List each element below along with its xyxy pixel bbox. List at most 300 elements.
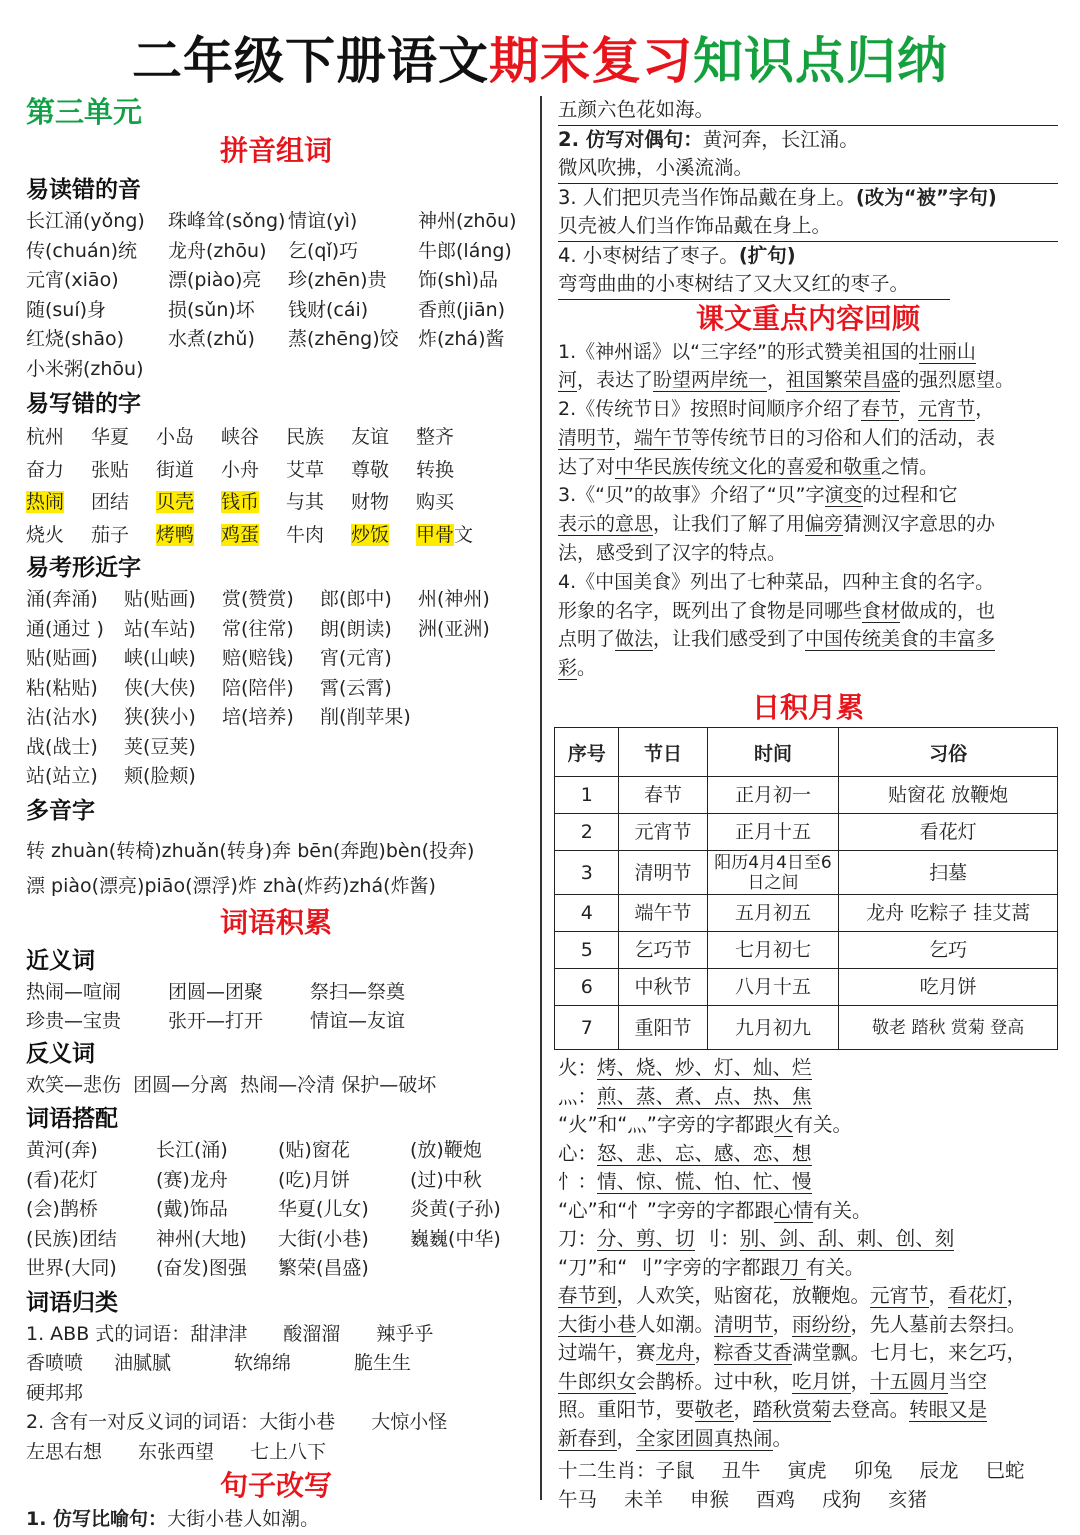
plain-text: 照。重阳节，要 [558,1398,695,1422]
plain-text: 人如潮。 [636,1312,715,1336]
syn-title: 近义词 [26,947,95,974]
zodiac-line [558,1457,1058,1486]
easy-write-grid [26,421,526,551]
zodiac-label: 十二生肖： [558,1459,656,1483]
zodiac-item: 亥猪 [888,1487,928,1511]
cls2-word: 七上八下 [250,1440,327,1463]
write-word-text: 烧火 [26,523,65,546]
collocation: (吃)月饼 [278,1168,350,1191]
write-word [91,486,156,519]
table-cell: 1 [555,777,619,814]
poem-line [558,1339,1058,1368]
key-term: 敬老 [694,1398,734,1422]
sentence-line: 贝壳被人们当作饰品戴在身上。 [558,212,1058,242]
review-text: ，让我们感受到了 [653,628,806,651]
pinyin-word: 长江涌(yǒng) [26,210,145,232]
sent1-line [26,1505,526,1535]
table-cell: 吃月饼 [839,969,1058,1006]
pinyin-word: 龙舟(zhōu) [168,239,267,262]
write-word [351,454,416,487]
review-text: ， [975,398,995,421]
sent1-label: 1. 仿写比喻句： [26,1508,168,1530]
festival-table [554,727,1058,1050]
key-term: 情、惊、慌、怕、忙、慢 [597,1170,812,1194]
key-term: 吃月饼 [792,1369,851,1393]
radical-line [558,1168,1058,1197]
review-text: 形象的名字，既列出了食物是同哪些 [558,599,863,622]
review-line [558,597,1058,626]
radical-line [558,1111,1058,1140]
write-word [156,486,221,519]
table-cell: 阳历4月4日至6日之间 [707,851,839,895]
review-line [558,654,1058,683]
table-cell: 正月十五 [707,814,839,851]
review-key-term: 演变 [824,484,863,507]
similar-char [222,762,320,792]
write-word-text: 甲骨 [416,523,455,546]
radical-line [558,1083,1058,1112]
easy-read-title: 易读错的音 [26,177,141,203]
radical-line [558,1140,1058,1169]
synonym-pair: 张开—打开 [168,1010,264,1032]
zodiac-item: 申猴 [690,1487,730,1511]
write-word-text: 炒饭 [351,523,390,546]
key-term: 分、剪、切 [597,1227,695,1251]
review-text: ， [615,426,635,449]
review-text: ， [767,369,787,392]
abb-word: 油腻腻 [114,1352,172,1374]
unit-title: 第三单元 [26,95,143,129]
poly-line: 转 zhuàn(转椅)zhuǎn(转身)奔 bēn(奔跑)bèn(投奔) [26,839,475,862]
write-word-text: 友谊 [351,426,390,448]
cls1-word: 甜津津 [190,1322,248,1345]
plain-text: 有关。 [812,1198,872,1222]
similar-char: 赔(赔钱) [222,647,294,669]
table-header-cell: 节日 [619,728,707,777]
title-part-2: 期末复习 [489,32,693,90]
similar-char: 侠(大侠) [124,676,196,699]
table-header-row [555,728,1058,777]
review-line [558,481,1058,510]
sentence-label: 3. 人们把贝壳当作饰品戴在身上。 [558,185,856,209]
ant-line: 欢笑—悲伤 团圆—分离 热闹—冷清 保护—破坏 [26,1073,437,1096]
key-term: 刀 [780,1255,806,1279]
review-text: 达了对 [558,455,616,478]
review-key-term: 食材 [862,599,901,622]
write-word-text: 整齐 [416,426,455,448]
daily-section-title: 日积月累 [751,691,864,725]
write-word [26,519,91,552]
plain-text: ， [1006,1284,1027,1308]
cls-title: 词语归类 [26,1289,118,1316]
collocation: (放)鞭炮 [410,1139,482,1161]
review-text: 猜测汉字意思的办 [843,513,996,536]
pinyin-section-title: 拼音组词 [219,134,332,167]
poem-line [558,1311,1058,1340]
review-text: 点明了 [558,628,616,651]
cls1-word: 酸溜溜 [283,1322,341,1345]
table-cell: 重阳节 [619,1006,707,1050]
table-cell: 乞巧节 [619,932,707,969]
review-text: ，让我们了解了用 [653,513,806,536]
similar-char: 常(往常) [222,617,294,640]
similar-char: 郎(郎中) [320,588,392,610]
table-body [555,777,1058,1050]
plain-text: 当空 [948,1369,988,1393]
sentence-label: 4. 小枣树结了枣子。 [558,243,739,267]
write-word [351,486,416,519]
table-cell: 3 [555,851,619,895]
review-block [558,338,1058,684]
pinyin-word: 元宵(xiāo) [26,269,119,291]
collocation: 大街(小巷) [278,1227,369,1250]
title-part-3: 知识点归纳 [693,32,948,90]
key-term: 清明节 [714,1312,773,1336]
write-word-text: 烤鸭 [156,523,195,546]
similar-char: 赏(赞赏) [222,588,294,610]
sentence-line: 弯弯曲曲的小枣树结了又大又红的枣子。 [558,270,950,300]
poem-line [558,1396,1058,1425]
similar-char [418,703,526,733]
similar-char [320,733,418,763]
write-word [221,486,286,519]
cls2-word: 左思右想 [26,1440,103,1463]
similar-char: 颊(脸颊) [124,765,196,787]
poem-line [558,1282,1058,1311]
plain-text: “心”和“忄”字旁的字都跟 [558,1198,774,1222]
pinyin-word: 钱财(cái) [288,298,369,321]
similar-char: 站(站立) [26,765,98,787]
pinyin-word: 漂(piào)亮 [168,269,262,291]
poem-line [558,1368,1058,1397]
review-key-term: 春节 [861,398,900,421]
write-word-text: 鸡蛋 [221,523,260,546]
table-row [555,1006,1058,1050]
cls1-label: 1. ABB 式的词语： [26,1322,191,1345]
review-line [558,453,1058,482]
plain-text: ， [733,1398,754,1422]
sentence-line [558,126,1058,155]
table-cell: 2 [555,814,619,851]
page-title [0,26,1080,96]
similar-title: 易考形近字 [26,555,141,581]
table-cell: 4 [555,895,619,932]
collocation: 长江(涌) [156,1139,228,1161]
plain-text: 去登高。 [831,1398,910,1422]
similar-char: 朗(朗读) [320,617,392,640]
plain-text: 会鹊桥。过中秋， [636,1369,793,1393]
table-cell: 敬老 踏秋 赏菊 登高 [839,1006,1058,1050]
review-line [558,510,1058,539]
collocation: (赛)龙舟 [156,1168,228,1191]
collocation: (戴)饰品 [156,1198,228,1220]
pinyin-word: 随(suí)身 [26,298,107,321]
zodiac-item: 卯兔 [853,1459,893,1483]
zodiac-item: 巳蛇 [985,1459,1025,1483]
similar-char: 州(神州) [418,588,490,610]
plain-text: ，先人墓前去祭扫。 [850,1312,1027,1336]
right-column [558,96,1058,1514]
review-key-term: 中华民族传统文化的喜爱和敬重 [615,455,882,478]
write-word [26,454,91,487]
review-text: 做成的，也 [900,599,996,622]
synonym-pair: 珍贵—宝贵 [26,1010,122,1032]
plain-text: ， [772,1312,793,1336]
zodiac-line [558,1486,1058,1515]
sentence-line: 五颜六色花如海。 [558,96,1058,126]
table-header-cell: 时间 [707,728,839,777]
key-term: 怒、悲、忘、感、恋、想 [597,1141,812,1165]
cls1-word: 辣乎乎 [376,1322,434,1345]
collocation: 神州(大地) [156,1227,247,1250]
radical-line [558,1197,1058,1226]
review-key-term: 表示的意思 [558,513,654,536]
cls2-line [26,1408,526,1438]
write-word-text: 民族 [286,426,325,448]
table-cell: 清明节 [619,851,707,895]
zodiac-item: 辰龙 [919,1459,959,1483]
plain-text: 心： [558,1141,598,1165]
synonym-pair: 情谊—友谊 [310,1010,406,1032]
table-cell: 正月初一 [707,777,839,814]
plain-text: ， [850,1369,871,1393]
zodiac-item: 未羊 [624,1487,664,1511]
table-row [555,814,1058,851]
write-word [286,454,351,487]
poem-line [558,1425,1058,1454]
review-text: ，表达了 [577,369,654,392]
similar-char: 粘(粘贴) [26,676,98,699]
title-part-1: 二年级下册语文 [132,32,489,90]
pinyin-word: 红烧(shāo) [26,328,125,350]
review-text: 2.《传统节日》按照时间顺序介绍了 [558,398,862,421]
write-word-text: 热闹 [26,491,65,513]
table-row [555,777,1058,814]
plain-text: 有关。 [805,1255,865,1279]
review-text: 的强烈愿望。 [900,369,1015,392]
sentence-instruction: (扩句) [738,243,796,267]
zodiac-item: 戌狗 [822,1487,862,1511]
collocation: (民族)团结 [26,1227,117,1250]
sentence-section-title: 句子改写 [219,1469,332,1502]
table-cell: 乞巧 [839,932,1058,969]
collocation: (奋发)图强 [156,1257,247,1279]
write-word [416,454,486,487]
pinyin-word: 损(sǔn)坏 [168,298,255,321]
cls2-word: 东张西望 [138,1440,215,1463]
table-cell: 端午节 [619,895,707,932]
collocation: (过)中秋 [410,1168,482,1191]
write-word-text: 杭州 [26,426,65,448]
review-line [558,539,1058,568]
pinyin-word: 炸(zhá)酱 [418,328,505,350]
cls2-row2 [26,1438,526,1468]
zodiac-item: 酉鸡 [756,1487,796,1511]
ant-title: 反义词 [26,1040,95,1067]
review-text: 。 [577,657,597,680]
write-word [91,454,156,487]
plain-text: ，人欢笑，贴窗花，放鞭炮。 [616,1284,871,1308]
column-divider [540,96,542,1500]
poem-block [558,1282,1058,1453]
write-word-text: 小舟 [221,458,260,481]
pinyin-word: 传(chuán)统 [26,239,138,262]
key-term: 踏秋赏菊 [753,1398,832,1422]
radical-line [558,1225,1058,1254]
table-cell: 龙舟 吃粽子 挂艾蒿 [839,895,1058,932]
review-line [558,424,1058,453]
vocab-section-title: 词语积累 [219,905,332,939]
review-key-term: 中国传统美食的丰富多 [805,628,996,651]
review-key-term: 壮丽山 [918,340,976,363]
similar-char: 站(车站) [124,617,196,640]
review-key-term: 清明节 [558,426,616,449]
key-term: 火 [773,1113,794,1137]
plain-text: 。 [772,1426,793,1450]
table-header-cell: 习俗 [839,728,1058,777]
review-text: 等传统节日的习俗和人们的活动，表 [691,426,996,449]
write-word [416,519,486,552]
write-word-text: 贝壳 [156,491,195,513]
write-word [286,486,351,519]
write-word-text: 团结 [91,491,130,513]
collocation [410,1254,526,1284]
key-term: 烤、烧、炒、灯、灿、烂 [597,1056,812,1080]
sentence-label: 2. 仿写对偶句： [558,127,703,151]
synonym-pair: 热闹—喧闹 [26,980,122,1003]
review-key-term: 彩 [558,657,578,680]
write-word [156,421,221,454]
review-key-term: 盼望两岸统一 [653,369,768,392]
plain-text: ， [616,1426,637,1450]
similar-char: 宵(元宵) [320,647,392,669]
poly-line: 漂 piào(漂亮)piāo(漂浮)炸 zhà(炸药)zhá(炸酱) [26,874,436,897]
abb-word: 脆生生 [354,1352,412,1374]
similar-char: 涌(奔涌) [26,588,98,610]
key-term: 全家团圆真热闹 [636,1426,773,1450]
cls2-word: 大惊小怪 [371,1411,448,1433]
similar-char [418,733,526,763]
review-key-term: 做法 [615,628,654,651]
write-word [156,454,221,487]
key-term: 别、剑、刮、刺、创、刻 [739,1227,955,1251]
table-cell: 5 [555,932,619,969]
sent1-text: 大街小巷人如潮。 [167,1508,320,1530]
write-word [221,454,286,487]
match-grid [26,1136,526,1284]
similar-char: 陪(陪伴) [222,676,294,699]
collocation: (会)鹊桥 [26,1198,98,1220]
easy-read-grid [26,207,526,384]
cls2-word: 大街小巷 [259,1411,336,1433]
sentence-line: 微风吹拂，小溪流淌。 [558,154,1058,184]
write-word [26,421,91,454]
similar-char [418,762,526,792]
write-word-text: 购买 [416,491,455,513]
write-word-text: 财物 [351,491,390,513]
synonym-pair: 祭扫—祭奠 [310,980,406,1003]
zodiac-item: 午马 [558,1487,598,1511]
table-row [555,969,1058,1006]
easy-write-title: 易写错的字 [26,391,141,417]
left-column [26,92,526,1535]
write-word-tail: 文 [454,523,474,546]
cls1-row2 [26,1349,526,1408]
table-row [555,851,1058,895]
table-cell: 6 [555,969,619,1006]
plain-text: ， [928,1284,949,1308]
pinyin-word: 神州(zhōu) [418,210,517,232]
sentence-line [558,184,1058,213]
table-row [555,895,1058,932]
review-text: 法，感受到了汉字的特点。 [558,542,787,565]
match-title: 词语搭配 [26,1106,118,1132]
pinyin-word: 蒸(zhēng)饺 [288,328,399,350]
review-text: 4.《中国美食》列出了七种菜品，四种主食的名字。 [558,570,995,593]
write-word [221,519,286,552]
plain-text: 满堂飘。七月七，来乞巧， [792,1341,1027,1365]
similar-grid [26,585,526,792]
write-word-text: 街道 [156,458,195,481]
collocation: 巍巍(中华) [410,1227,501,1250]
write-word [91,421,156,454]
write-word [286,421,351,454]
table-cell: 春节 [619,777,707,814]
table-header-cell: 序号 [555,728,619,777]
similar-char [418,674,526,704]
review-key-term: 祖国繁荣昌盛 [786,369,901,392]
zodiac-item: 子鼠 [655,1459,695,1483]
radical-line [558,1054,1058,1083]
table-cell: 扫墓 [839,851,1058,895]
write-word [26,486,91,519]
cls1-line [26,1320,526,1350]
pinyin-word: 牛郎(láng) [418,239,512,262]
review-text: ， [899,398,919,421]
key-term: 元宵节 [870,1284,929,1308]
key-term: 心情 [773,1198,813,1222]
collocation: (贴)窗花 [278,1139,350,1161]
write-word-text: 艾草 [286,458,325,481]
write-word [156,519,221,552]
review-text: 的过程和它 [862,484,958,507]
table-cell: 九月初九 [707,1006,839,1050]
plain-text: ， [694,1341,715,1365]
write-word-text: 转换 [416,458,455,481]
table-cell: 元宵节 [619,814,707,851]
key-term: 雨纷纷 [792,1312,851,1336]
write-word [286,519,351,552]
plain-text: 刂： [694,1227,740,1251]
table-cell: 五月初五 [707,895,839,932]
key-term: 牛郎织女 [558,1369,637,1393]
cls2-label: 2. 含有一对反义词的词语： [26,1411,260,1433]
pinyin-word: 乞(qǐ)巧 [288,239,359,262]
collocation: 华夏(儿女) [278,1198,369,1220]
write-word-text: 峡谷 [221,426,260,448]
similar-char [222,733,320,763]
key-term: 十五圆月 [870,1369,949,1393]
review-text: 1.《神州谣》以“三字经”的形式赞美祖国的 [558,340,919,363]
write-word-text: 钱币 [221,491,260,513]
similar-char: 战(战士) [26,735,98,758]
sentence-instruction: (改为“被”字句) [855,185,997,209]
write-word [91,519,156,552]
similar-char: 沾(沾水) [26,706,98,728]
similar-char [418,644,526,674]
table-cell: 八月十五 [707,969,839,1006]
table-cell: 贴窗花 放鞭炮 [839,777,1058,814]
